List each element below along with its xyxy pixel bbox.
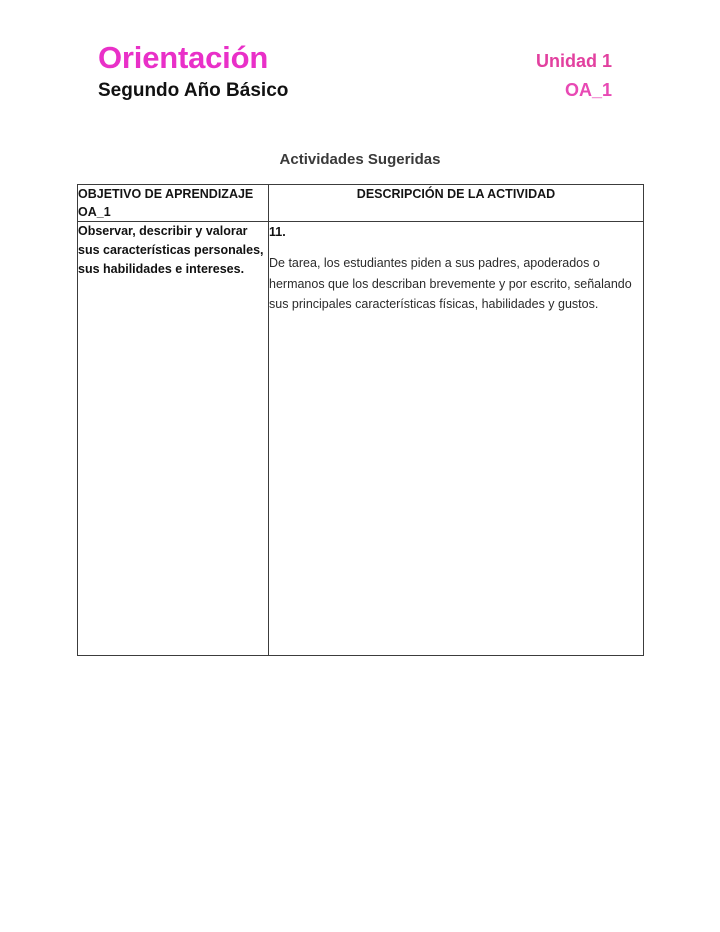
document-oa-code: OA_1 bbox=[564, 79, 612, 100]
cell-learning-objective: Observar, describir y valorar sus características personales, sus habilidades e intereses. bbox=[78, 222, 269, 656]
document-unit-label: Unidad 1 bbox=[535, 51, 612, 71]
table-row bbox=[78, 222, 644, 656]
section-title: Actividades Sugeridas bbox=[279, 151, 441, 168]
document-grade-level: Segundo Año Básico bbox=[98, 79, 289, 101]
table-header bbox=[78, 185, 644, 222]
activity-description-text: De tarea, los estudiantes piden a sus padres, apoderados o hermanos que los describan brevemente y por escrito, señalando sus principales características físicas, habilidades y gustos. bbox=[269, 256, 632, 311]
document-header bbox=[0, 0, 720, 140]
table-body bbox=[78, 222, 644, 656]
table-header-row bbox=[78, 185, 644, 222]
header-right-block bbox=[352, 50, 612, 101]
cell-activity-description bbox=[269, 222, 644, 656]
activity-number: 11. bbox=[269, 225, 286, 240]
column-header-objective: OBJETIVO DE APRENDIZAJE OA_1 bbox=[78, 185, 269, 222]
activities-table bbox=[77, 184, 644, 656]
column-header-description: DESCRIPCIÓN DE LA ACTIVIDAD bbox=[269, 185, 644, 222]
document-subject-title: Orientación bbox=[98, 40, 269, 75]
